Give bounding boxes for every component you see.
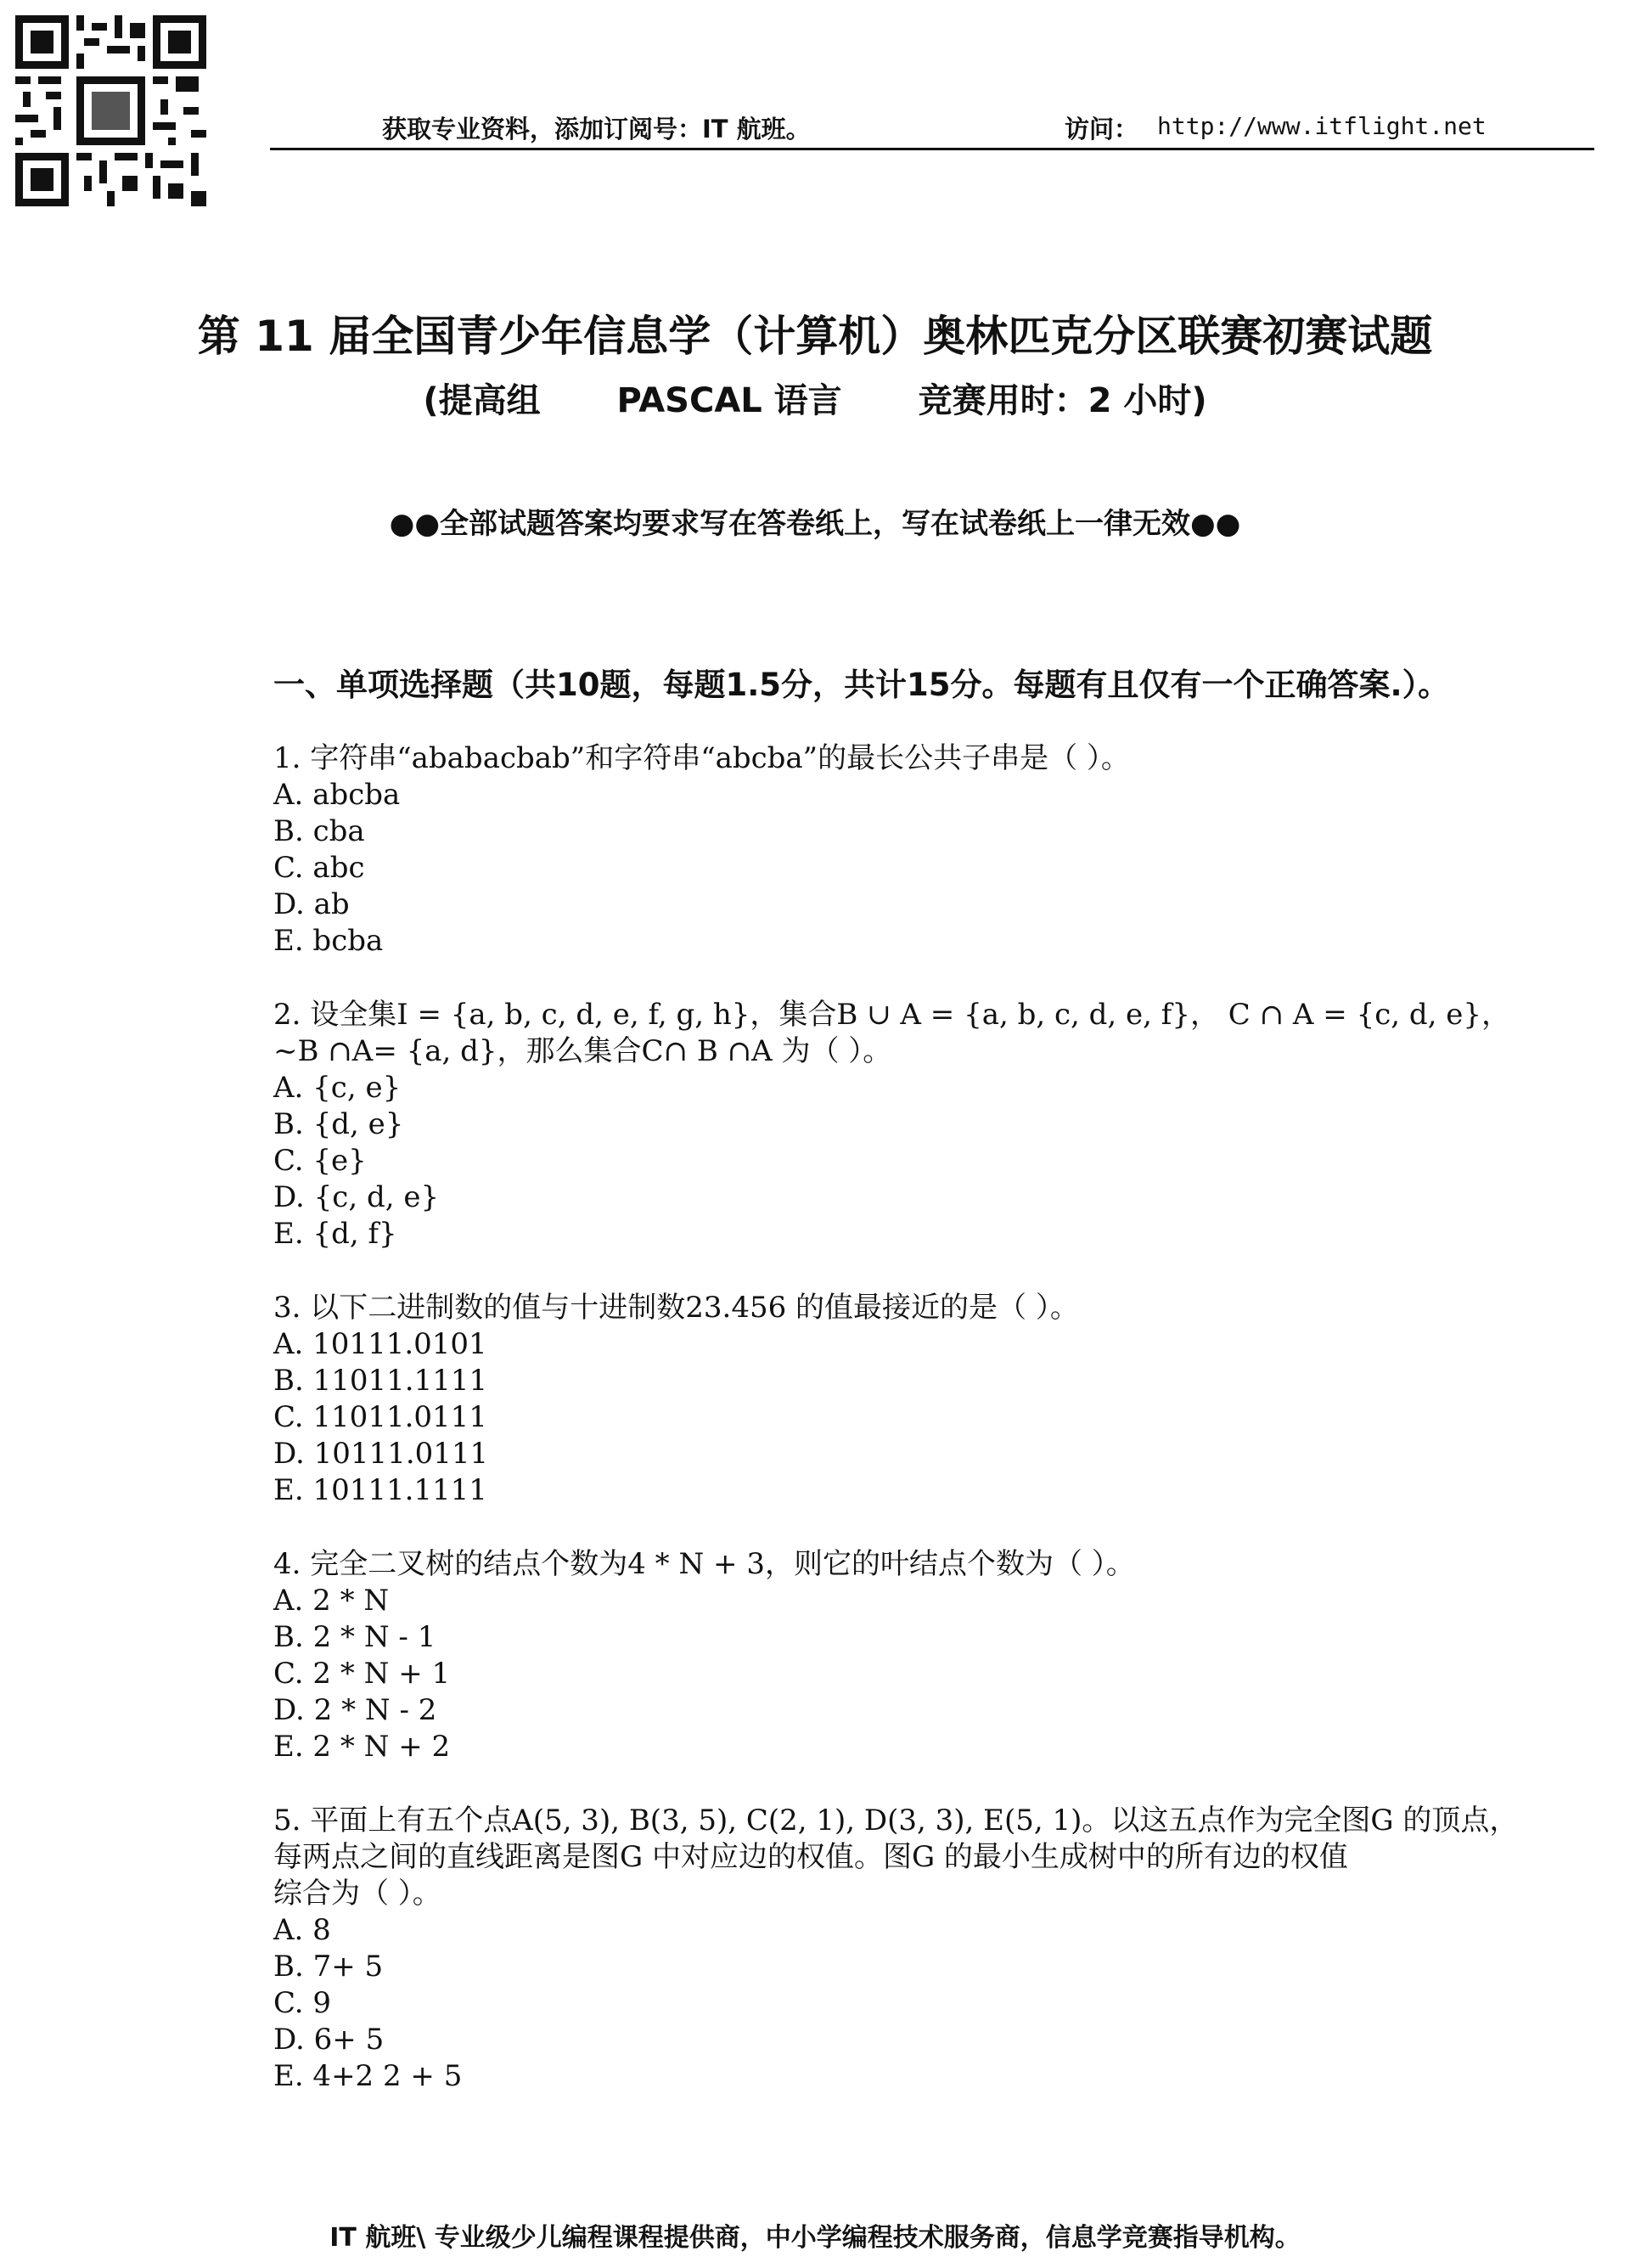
option-a: A. 8: [273, 1913, 331, 1947]
question-3: [273, 1290, 1598, 1509]
question-5: [273, 1803, 1598, 2095]
header-subscribe-text: 获取专业资料，添加订阅号：IT 航班。: [382, 115, 811, 144]
option-c: C. 9: [273, 1986, 332, 2020]
question-text: 4. 完全二叉树的结点个数为4 * N + 3，则它的叶结点个数为（ ）。: [273, 1547, 1135, 1581]
option-d: D. {c, d, e}: [273, 1180, 440, 1214]
question-2: [273, 997, 1598, 1252]
exam-notice: ●●全部试题答案均要求写在答卷纸上，写在试卷纸上一律无效●●: [389, 507, 1241, 541]
exam-language: PASCAL 语言: [616, 381, 842, 420]
option-b: B. cba: [273, 814, 365, 848]
question-text: 每两点之间的直线距离是图G 中对应边的权值。图G 的最小生成树中的所有边的权值: [273, 1840, 1348, 1874]
option-b: B. 7+ 5: [273, 1950, 384, 1984]
option-c: C. 11011.0111: [273, 1400, 487, 1434]
section-title: 一、单项选择题（共10题，每题1.5分，共计15分。每题有且仅有一个正确答案.）。: [273, 667, 1450, 703]
question-4: [273, 1546, 1598, 1765]
option-e: E. bcba: [273, 924, 384, 958]
question-text: ~B ∩A= {a, d}，那么集合C∩ B ∩A 为（ ）。: [273, 1034, 892, 1068]
option-a: A. {c, e}: [273, 1071, 402, 1105]
option-d: D. ab: [273, 887, 350, 921]
exam-title: 第 11 届全国青少年信息学（计算机）奥林匹克分区联赛初赛试题: [197, 312, 1433, 361]
option-a: A. abcba: [273, 778, 401, 812]
exam-group: (提高组: [423, 381, 541, 420]
exam-subtitle: [0, 374, 1630, 422]
option-e: E. 2 * N + 2: [273, 1730, 451, 1764]
qr-code-icon: [15, 15, 206, 206]
option-d: D. 2 * N - 2: [273, 1693, 437, 1727]
option-c: C. {e}: [273, 1144, 367, 1178]
header-divider: [270, 148, 1594, 150]
question-text: 1. 字符串“ababacbab”和字符串“abcba”的最长公共子串是（ ）。: [273, 741, 1130, 775]
option-a: A. 10111.0101: [273, 1327, 487, 1361]
question-text: 综合为（ ）。: [273, 1877, 441, 1911]
option-e: E. {d, f}: [273, 1217, 397, 1251]
page-footer: IT 航班\ 专业级少儿编程课程提供商，中小学编程技术服务商，信息学竞赛指导机构。: [329, 2223, 1301, 2253]
option-b: B. 11011.1111: [273, 1364, 488, 1398]
option-b: B. 2 * N - 1: [273, 1620, 436, 1654]
option-b: B. {d, e}: [273, 1107, 404, 1141]
option-a: A. 2 * N: [273, 1584, 390, 1618]
question-text: 5. 平面上有五个点A(5, 3), B(3, 5), C(2, 1), D(3, 3), E(5, 1)。以这五点作为完全图G 的顶点，: [273, 1804, 1519, 1837]
option-d: D. 10111.0111: [273, 1437, 489, 1471]
option-d: D. 6+ 5: [273, 2023, 385, 2057]
option-e: E. 4+2 2 + 5: [273, 2059, 463, 2093]
question-text: 3. 以下二进制数的值与十进制数23.456 的值最接近的是（ ）。: [273, 1291, 1079, 1325]
option-e: E. 10111.1111: [273, 1473, 487, 1507]
header-url-link[interactable]: http://www.itflight.net: [1157, 112, 1487, 140]
question-1: [273, 740, 1598, 960]
question-text: 2. 设全集I = {a, b, c, d, e, f, g, h}，集合B ∪ A = {a, b, c, d, e, f}， C ∩ A = {c, d, e}，: [273, 998, 1510, 1032]
question-list: [273, 740, 1598, 2132]
exam-time: 竞赛用时：2 小时): [918, 381, 1207, 420]
option-c: C. 2 * N + 1: [273, 1657, 451, 1691]
header-visit-label: 访问：: [1065, 115, 1139, 144]
option-c: C. abc: [273, 851, 365, 885]
page-header: [270, 110, 1594, 148]
